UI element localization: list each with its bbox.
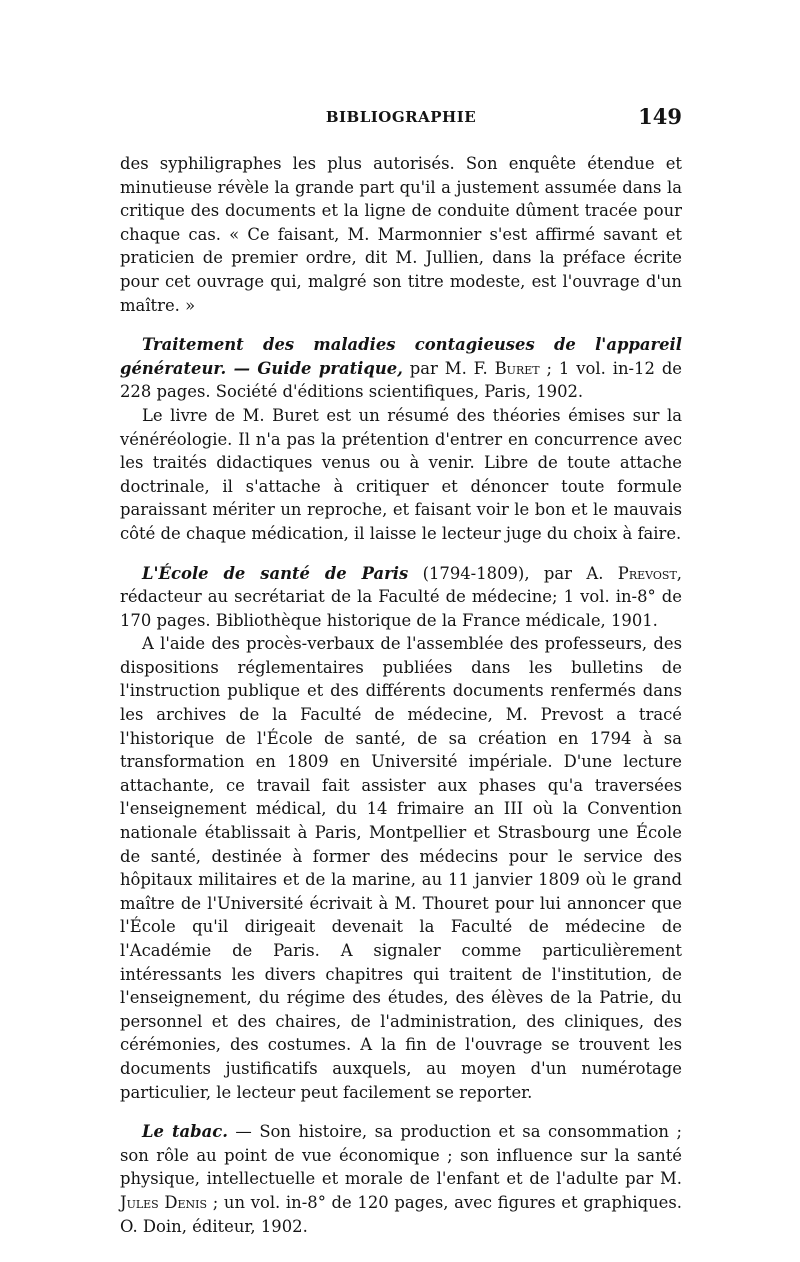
entry-author-1: Buret xyxy=(494,358,540,378)
entry-citation-3: Le tabac. — Son histoire, sa production et sa consommation ; son rôle au point de vue économique ; son influence sur la santé physique, intellectuelle et morale de l'enfant et de l'adulte par M. Jules Denis ; un vol. in-8° de 120 pages, avec figures et graphiques. O. Doin, éditeur, 1902. xyxy=(120,1122,682,1236)
entry-citation-1: Traitement des maladies contagieuses de l'appareil générateur. — Guide pratique, par M. F. Buret ; 1 vol. in-12 de 228 pages. Société d'éditions scientifiques, Paris, 1902. xyxy=(120,335,683,402)
continued-paragraph: des syphiligraphes les plus autorisés. Son enquête étendue et minutieuse révèle la grande part qu'il a justement assumée dans la critique des documents et la ligne de conduite dûment tracée pour chaque cas. « Ce faisant, M. Marmonnier s'est affirmé savant et praticien de premier ordre, dit M. Jullien, dans la préface écrite pour cet ouvrage qui, malgré son titre modeste, est l'ouvrage d'un maître. » xyxy=(120,154,682,315)
entry-author-2: Prevost xyxy=(617,563,677,583)
entry-citation-2: L'École de santé de Paris (1794-1809), par A. Prevost, rédacteur au secrétariat de la Faculté de médecine; 1 vol. in-8° de 170 pages. Bibliothèque historique de la France médicale, 1901. xyxy=(120,563,682,630)
entry-title-2: L'École de santé de Paris xyxy=(142,563,409,583)
entry-title-1: Traitement des maladies contagieuses de l'appareil générateur. — Guide pratique, xyxy=(120,335,682,378)
entry-body-1: Le livre de M. Buret est un résumé des théories émises sur la vénéréologie. Il n'a pas la prétention d'entrer en concurrence avec les traités didactiques venus ou à venir. Libre de toute attache doctrinale, il s'attache à critiquer et dénoncer toute formule paraissant mériter un reproche, et faisant voir le bon et le mauvais côté de chaque médication, il laisse le lecteur juge du choix à faire. xyxy=(120,405,682,543)
page-number: 149 xyxy=(638,104,682,129)
entry-body-2: A l'aide des procès-verbaux de l'assemblée des professeurs, des dispositions réglementaires publiées dans les bulletins de l'instruction publique et des différents documents renfermés dans les archives de la Faculté de médecine, M. Prevost a tracé l'historique de l'École de santé, de sa création en 1794 à sa transformation en 1809 en Université impériale. D'une lecture attachante, ce travail fait assister aux phases qu'a traversées l'enseignement médical, du 14 frimaire an III où la Convention nationale établissait à Paris, Montpellier et Strasbourg une École de santé, destinée à former des médecins pour le service des hôpitaux militaires et de la marine, au 11 janvier 1809 où le grand maître de l'Université écrivait à M. Thouret pour lui annoncer que l'École qu'il dirigeait devenait la Faculté de médecine de l'Académie de Paris. A signaler comme particulièrement intéressants les divers chapitres qui traitent de l'institution, de l'enseignement, du régime des études, des élèves de la Patrie, du personnel et des chaires, de l'administration, des cliniques, des cérémonies, des costumes. A la fin de l'ouvrage se trouvent les documents justificatifs auxquels, au moyen d'un numérotage particulier, le lecteur peut facilement se reporter. xyxy=(120,634,682,1102)
running-title: BIBLIOGRAPHIE xyxy=(325,108,477,126)
running-header xyxy=(120,104,682,132)
entry-author-3: Jules Denis xyxy=(120,1192,208,1212)
entry-title-3: Le tabac. xyxy=(142,1122,228,1142)
page-content xyxy=(120,104,682,1238)
